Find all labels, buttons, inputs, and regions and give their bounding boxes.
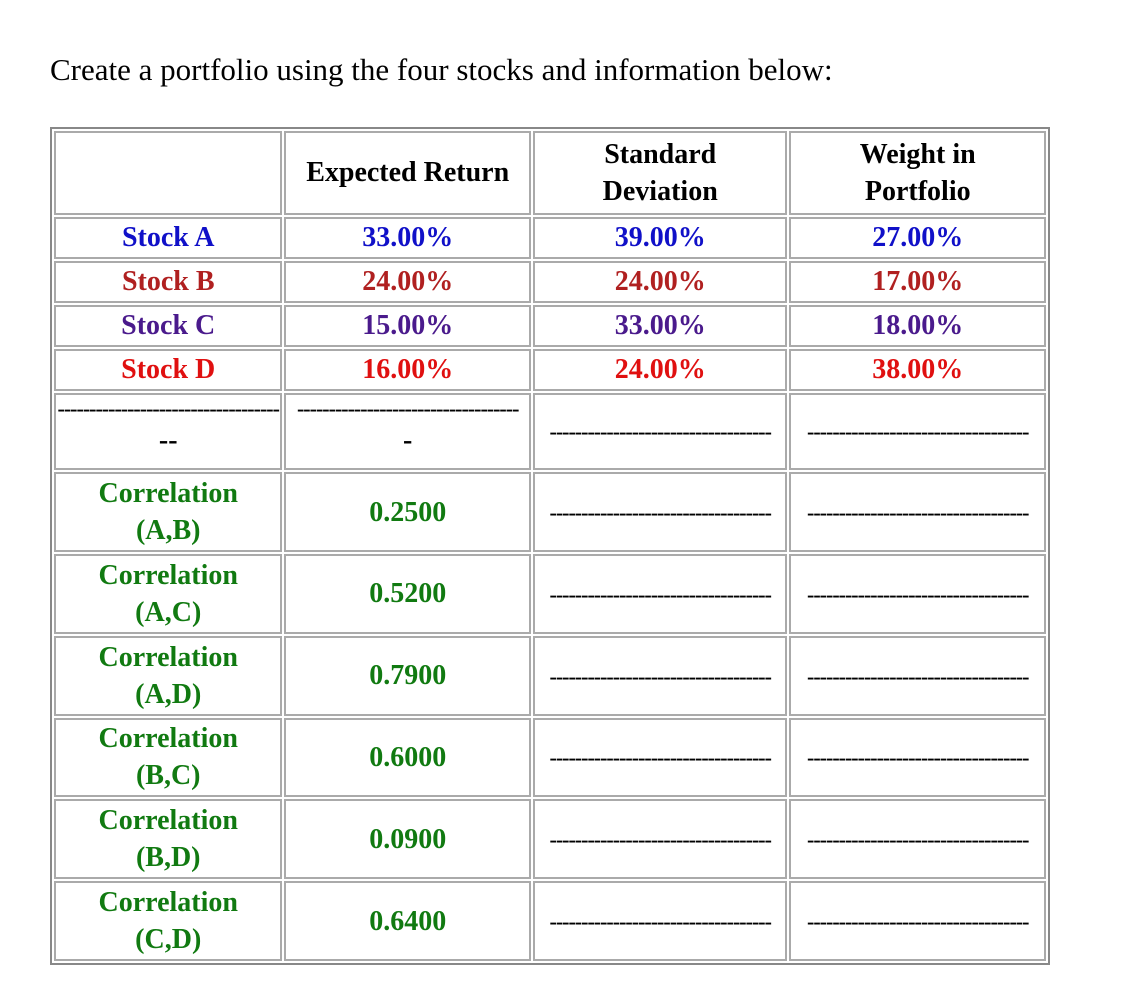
correlation-row (54, 881, 1046, 961)
stock-expected-return: 33.00% (284, 217, 531, 259)
correlation-dashes: ----------------------------------- (807, 500, 1029, 526)
separator-empty-cell (789, 393, 1046, 471)
stock-name: Stock B (54, 261, 282, 303)
separator-dashes: ----------------------------------- (296, 396, 519, 422)
correlation-empty-cell (789, 636, 1046, 716)
separator-label-cell (54, 393, 282, 471)
stock-weight: 18.00% (789, 305, 1046, 347)
stock-weight: 17.00% (789, 261, 1046, 303)
stock-name: Stock D (54, 349, 282, 391)
correlation-value: 0.7900 (284, 636, 531, 716)
correlation-empty-cell (789, 472, 1046, 552)
separator-label: -- (158, 425, 178, 457)
header-weight-in-portfolio: Weight in Portfolio (789, 131, 1046, 215)
separator-empty-cell (533, 393, 788, 471)
correlation-dashes: ----------------------------------- (807, 663, 1029, 689)
separator-row (54, 393, 1046, 471)
separator-value-cell (284, 393, 531, 471)
correlation-dashes: ----------------------------------- (549, 581, 771, 607)
header-expected-return: Expected Return (284, 131, 531, 215)
correlation-empty-cell (789, 554, 1046, 634)
stock-std-dev: 24.00% (533, 261, 788, 303)
table-row (54, 305, 1046, 347)
correlation-dashes: ----------------------------------- (549, 500, 771, 526)
correlation-row (54, 718, 1046, 798)
correlation-dashes: ----------------------------------- (549, 745, 771, 771)
stock-name: Stock C (54, 305, 282, 347)
stock-std-dev: 33.00% (533, 305, 788, 347)
correlation-row (54, 799, 1046, 879)
correlation-label: Correlation (A,C) (54, 554, 282, 634)
header-row (54, 131, 1046, 215)
correlation-dashes: ----------------------------------- (549, 663, 771, 689)
stock-expected-return: 16.00% (284, 349, 531, 391)
correlation-value: 0.0900 (284, 799, 531, 879)
table-row (54, 217, 1046, 259)
correlation-row (54, 472, 1046, 552)
stock-name: Stock A (54, 217, 282, 259)
header-standard-deviation: Standard Deviation (533, 131, 788, 215)
correlation-empty-cell (533, 718, 788, 798)
correlation-value: 0.6400 (284, 881, 531, 961)
separator-dashes: ----------------------------------- (807, 419, 1029, 445)
correlation-empty-cell (533, 881, 788, 961)
portfolio-table (50, 127, 1050, 965)
separator-value: - (403, 425, 413, 457)
table-row (54, 261, 1046, 303)
correlation-label: Correlation (B,C) (54, 718, 282, 798)
correlation-label: Correlation (A,B) (54, 472, 282, 552)
correlation-dashes: ----------------------------------- (807, 827, 1029, 853)
stock-weight: 38.00% (789, 349, 1046, 391)
correlation-row (54, 636, 1046, 716)
intro-text: Create a portfolio using the four stocks and information below: (50, 52, 833, 87)
stock-expected-return: 24.00% (284, 261, 531, 303)
correlation-label: Correlation (B,D) (54, 799, 282, 879)
correlation-dashes: ----------------------------------- (807, 745, 1029, 771)
correlation-empty-cell (789, 799, 1046, 879)
correlation-empty-cell (533, 799, 788, 879)
correlation-empty-cell (789, 881, 1046, 961)
stock-std-dev: 24.00% (533, 349, 788, 391)
correlation-empty-cell (789, 718, 1046, 798)
correlation-empty-cell (533, 472, 788, 552)
separator-dashes: ----------------------------------- (57, 396, 279, 422)
header-blank-cell (54, 131, 282, 215)
correlation-dashes: ----------------------------------- (807, 581, 1029, 607)
correlation-value: 0.2500 (284, 472, 531, 552)
correlation-dashes: ----------------------------------- (549, 909, 771, 935)
stock-std-dev: 39.00% (533, 217, 788, 259)
separator-dashes: ----------------------------------- (549, 419, 771, 445)
correlation-dashes: ----------------------------------- (807, 909, 1029, 935)
correlation-label: Correlation (A,D) (54, 636, 282, 716)
correlation-row (54, 554, 1046, 634)
stock-weight: 27.00% (789, 217, 1046, 259)
correlation-dashes: ----------------------------------- (549, 827, 771, 853)
correlation-value: 0.6000 (284, 718, 531, 798)
correlation-empty-cell (533, 554, 788, 634)
correlation-empty-cell (533, 636, 788, 716)
correlation-label: Correlation (C,D) (54, 881, 282, 961)
table-row (54, 349, 1046, 391)
stock-expected-return: 15.00% (284, 305, 531, 347)
correlation-value: 0.5200 (284, 554, 531, 634)
